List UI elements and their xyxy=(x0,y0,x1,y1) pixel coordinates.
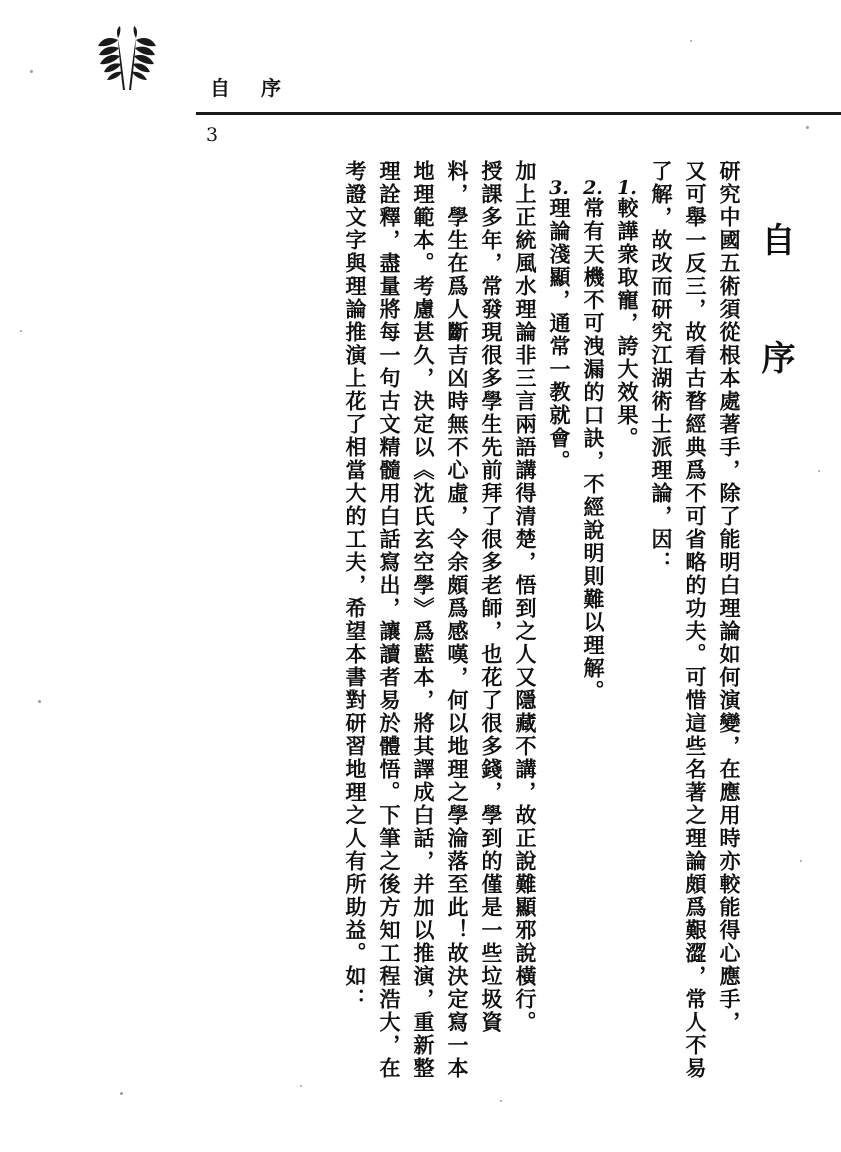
text-column xyxy=(672,160,706,1090)
text-column xyxy=(706,160,740,1090)
list-item-number: 2. xyxy=(583,177,603,199)
document-body xyxy=(52,160,795,1090)
text-column-content: 較譁衆取寵，誇大效果。 xyxy=(615,197,640,450)
text-column xyxy=(638,160,672,1090)
text-column-content: 理詮釋，盡量將每一句古文精髓用白話寫出，讓讀者易於體悟。下筆之後方知工程浩大，在 xyxy=(377,160,402,1080)
text-column xyxy=(434,160,468,1090)
text-column xyxy=(366,160,400,1090)
text-column-content: 地理範本。考慮甚久，決定以《沈氏玄空學》爲藍本，將其譯成白話，并加以推演，重新整 xyxy=(411,160,436,1080)
running-head-title: 自 序 xyxy=(210,76,293,100)
text-column-content: 料，學生在爲人斷吉凶時無不心虛，令余頗爲感嘆，何以地理之學淪落至此！故決定寫一本 xyxy=(445,160,470,1080)
list-item-number: 3. xyxy=(549,177,569,199)
text-column xyxy=(468,160,502,1090)
wheat-sprig-ornament-icon xyxy=(88,26,166,92)
document-title: 自 序 xyxy=(755,222,795,396)
text-column xyxy=(536,160,570,1108)
text-column-content: 常有天機不可洩漏的口訣，不經說明則難以理解。 xyxy=(581,197,606,703)
text-column xyxy=(570,160,604,1108)
text-column-content: 考證文字與理論推演上花了相當大的工夫，希望本書對研習地理之人有所助益。如： xyxy=(343,160,368,1011)
page-header xyxy=(88,26,788,146)
text-column-content: 研究中國五術須從根本處著手，除了能明白理論如何演變，在應用時亦較能得心應手， xyxy=(717,160,742,1034)
text-column xyxy=(400,160,434,1090)
text-column xyxy=(332,160,366,1090)
text-column-content: 加上正統風水理論非三言兩語講得清楚，悟到之人又隱藏不講，故正說難顯邪說橫行。 xyxy=(513,160,538,1034)
header-divider xyxy=(196,112,841,115)
text-column-content: 理論淺顯，通常一教就會。 xyxy=(547,197,572,473)
text-column-content: 了解，故改而研究江湖術士派理論，因： xyxy=(649,160,674,574)
text-column xyxy=(502,160,536,1090)
text-column-content: 授課多年，常發現很多學生先前拜了很多老師，也花了很多錢，學到的僅是一些垃圾資 xyxy=(479,160,504,1034)
page-number: 3 xyxy=(206,124,219,146)
text-column xyxy=(604,160,638,1108)
list-item-number: 1. xyxy=(617,177,637,199)
text-column-content: 又可舉一反三，故看古暓經典爲不可省略的功夫。可惜這些名著之理論頗爲艱澀，常人不易 xyxy=(683,160,708,1080)
